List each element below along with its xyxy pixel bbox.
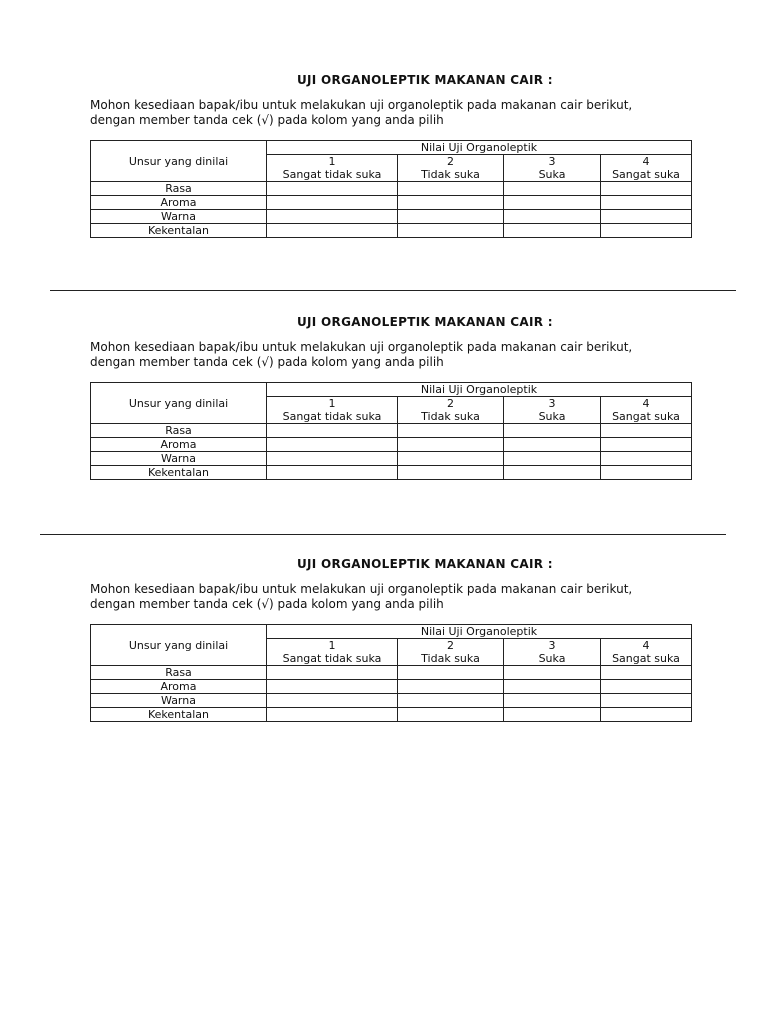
scale-header-1 bbox=[267, 155, 398, 182]
scale-header-3 bbox=[504, 639, 601, 666]
scale-number: 2 bbox=[447, 155, 454, 168]
rating-cell[interactable] bbox=[504, 466, 601, 480]
criterion-label: Warna bbox=[91, 210, 267, 224]
criterion-label: Warna bbox=[91, 694, 267, 708]
scale-label: Suka bbox=[538, 652, 566, 665]
rating-cell[interactable] bbox=[267, 182, 398, 196]
scale-number: 3 bbox=[548, 639, 556, 652]
table-row bbox=[91, 224, 692, 238]
scale-header-4 bbox=[601, 155, 692, 182]
rating-cell[interactable] bbox=[398, 210, 504, 224]
rating-cell[interactable] bbox=[601, 224, 692, 238]
scale-header-2 bbox=[398, 155, 504, 182]
scale-label: Sangat suka bbox=[612, 410, 680, 423]
table-row bbox=[91, 680, 692, 694]
rating-cell[interactable] bbox=[267, 452, 398, 466]
form-instructions bbox=[90, 582, 632, 612]
rating-cell[interactable] bbox=[398, 196, 504, 210]
scale-header-4 bbox=[601, 639, 692, 666]
rating-cell[interactable] bbox=[398, 680, 504, 694]
scale-label: Suka bbox=[538, 410, 566, 423]
criterion-label: Kekentalan bbox=[91, 224, 267, 238]
rating-cell[interactable] bbox=[601, 666, 692, 680]
scale-number: 4 bbox=[642, 639, 650, 652]
scale-header-1 bbox=[267, 397, 398, 424]
criteria-header: Unsur yang dinilai bbox=[91, 625, 267, 666]
rating-cell[interactable] bbox=[267, 438, 398, 452]
rating-cell[interactable] bbox=[398, 224, 504, 238]
instruction-line: Mohon kesediaan bapak/ibu untuk melakukan uji organoleptik pada makanan cair berikut, bbox=[90, 98, 633, 112]
scale-number: 1 bbox=[328, 639, 336, 652]
rating-cell[interactable] bbox=[267, 466, 398, 480]
criterion-label: Kekentalan bbox=[91, 708, 267, 722]
form-instructions bbox=[90, 98, 632, 128]
rating-cell[interactable] bbox=[504, 424, 601, 438]
table-row bbox=[91, 438, 692, 452]
rating-cell[interactable] bbox=[601, 424, 692, 438]
rating-cell[interactable] bbox=[267, 210, 398, 224]
criterion-label: Aroma bbox=[91, 438, 267, 452]
rating-cell[interactable] bbox=[267, 694, 398, 708]
table-row bbox=[91, 708, 692, 722]
instruction-line: dengan member tanda cek (√) pada kolom yang anda pilih bbox=[90, 355, 444, 369]
rating-cell[interactable] bbox=[504, 438, 601, 452]
rating-cell[interactable] bbox=[601, 196, 692, 210]
table-row bbox=[91, 666, 692, 680]
rating-cell[interactable] bbox=[398, 708, 504, 722]
scale-label: Sangat suka bbox=[612, 168, 680, 181]
criteria-header: Unsur yang dinilai bbox=[91, 383, 267, 424]
group-header: Nilai Uji Organoleptik bbox=[267, 625, 692, 639]
table-row bbox=[91, 452, 692, 466]
rating-cell[interactable] bbox=[398, 438, 504, 452]
rating-cell[interactable] bbox=[601, 466, 692, 480]
rating-cell[interactable] bbox=[601, 210, 692, 224]
scale-label: Sangat suka bbox=[612, 652, 680, 665]
scale-number: 4 bbox=[642, 397, 650, 410]
criterion-label: Rasa bbox=[91, 666, 267, 680]
scale-label: Tidak suka bbox=[421, 168, 480, 181]
cut-line-divider bbox=[40, 534, 726, 535]
scale-label: Suka bbox=[538, 168, 566, 181]
rating-cell[interactable] bbox=[267, 666, 398, 680]
criterion-label: Aroma bbox=[91, 680, 267, 694]
rating-cell[interactable] bbox=[601, 438, 692, 452]
evaluation-table bbox=[90, 382, 692, 480]
evaluation-table bbox=[90, 140, 692, 238]
scale-header-3 bbox=[504, 397, 601, 424]
rating-cell[interactable] bbox=[267, 424, 398, 438]
form-title: UJI ORGANOLEPTIK MAKANAN CAIR : bbox=[297, 557, 553, 571]
rating-cell[interactable] bbox=[504, 694, 601, 708]
rating-cell[interactable] bbox=[601, 680, 692, 694]
table-row bbox=[91, 182, 692, 196]
rating-cell[interactable] bbox=[267, 196, 398, 210]
rating-cell[interactable] bbox=[398, 666, 504, 680]
form-instructions bbox=[90, 340, 632, 370]
scale-number: 3 bbox=[548, 397, 556, 410]
scale-number: 2 bbox=[447, 639, 454, 652]
scale-number: 3 bbox=[548, 155, 556, 168]
table-row bbox=[91, 466, 692, 480]
rating-cell[interactable] bbox=[504, 666, 601, 680]
rating-cell[interactable] bbox=[398, 182, 504, 196]
rating-cell[interactable] bbox=[398, 452, 504, 466]
scale-number: 2 bbox=[447, 397, 454, 410]
criterion-label: Rasa bbox=[91, 424, 267, 438]
form-title: UJI ORGANOLEPTIK MAKANAN CAIR : bbox=[297, 315, 553, 329]
scale-label: Sangat tidak suka bbox=[282, 168, 382, 181]
rating-cell[interactable] bbox=[267, 224, 398, 238]
criterion-label: Rasa bbox=[91, 182, 267, 196]
rating-cell[interactable] bbox=[504, 680, 601, 694]
cut-line-divider bbox=[50, 290, 736, 291]
rating-cell[interactable] bbox=[601, 182, 692, 196]
rating-cell[interactable] bbox=[601, 708, 692, 722]
scale-header-2 bbox=[398, 639, 504, 666]
table-row bbox=[91, 196, 692, 210]
rating-cell[interactable] bbox=[267, 708, 398, 722]
rating-cell[interactable] bbox=[504, 196, 601, 210]
scale-number: 1 bbox=[328, 397, 336, 410]
scale-header-1 bbox=[267, 639, 398, 666]
scale-label: Sangat tidak suka bbox=[282, 652, 382, 665]
evaluation-table bbox=[90, 624, 692, 722]
rating-cell[interactable] bbox=[504, 452, 601, 466]
criterion-label: Aroma bbox=[91, 196, 267, 210]
scale-header-2 bbox=[398, 397, 504, 424]
scale-label: Tidak suka bbox=[421, 410, 480, 423]
group-header: Nilai Uji Organoleptik bbox=[267, 383, 692, 397]
instruction-line: Mohon kesediaan bapak/ibu untuk melakukan uji organoleptik pada makanan cair berikut, bbox=[90, 582, 633, 596]
scale-label: Sangat tidak suka bbox=[282, 410, 382, 423]
table-row bbox=[91, 424, 692, 438]
rating-cell[interactable] bbox=[504, 224, 601, 238]
table-row bbox=[91, 694, 692, 708]
scale-number: 1 bbox=[328, 155, 336, 168]
group-header: Nilai Uji Organoleptik bbox=[267, 141, 692, 155]
scale-header-4 bbox=[601, 397, 692, 424]
rating-cell[interactable] bbox=[398, 466, 504, 480]
criteria-header: Unsur yang dinilai bbox=[91, 141, 267, 182]
rating-cell[interactable] bbox=[504, 210, 601, 224]
table-row bbox=[91, 210, 692, 224]
rating-cell[interactable] bbox=[601, 452, 692, 466]
instruction-line: dengan member tanda cek (√) pada kolom yang anda pilih bbox=[90, 597, 444, 611]
form-title: UJI ORGANOLEPTIK MAKANAN CAIR : bbox=[297, 73, 553, 87]
instruction-line: Mohon kesediaan bapak/ibu untuk melakukan uji organoleptik pada makanan cair berikut, bbox=[90, 340, 633, 354]
criterion-label: Warna bbox=[91, 452, 267, 466]
scale-label: Tidak suka bbox=[421, 652, 480, 665]
rating-cell[interactable] bbox=[398, 424, 504, 438]
scale-number: 4 bbox=[642, 155, 650, 168]
rating-cell[interactable] bbox=[601, 694, 692, 708]
rating-cell[interactable] bbox=[398, 694, 504, 708]
rating-cell[interactable] bbox=[267, 680, 398, 694]
scale-header-3 bbox=[504, 155, 601, 182]
rating-cell[interactable] bbox=[504, 182, 601, 196]
rating-cell[interactable] bbox=[504, 708, 601, 722]
instruction-line: dengan member tanda cek (√) pada kolom yang anda pilih bbox=[90, 113, 444, 127]
criterion-label: Kekentalan bbox=[91, 466, 267, 480]
